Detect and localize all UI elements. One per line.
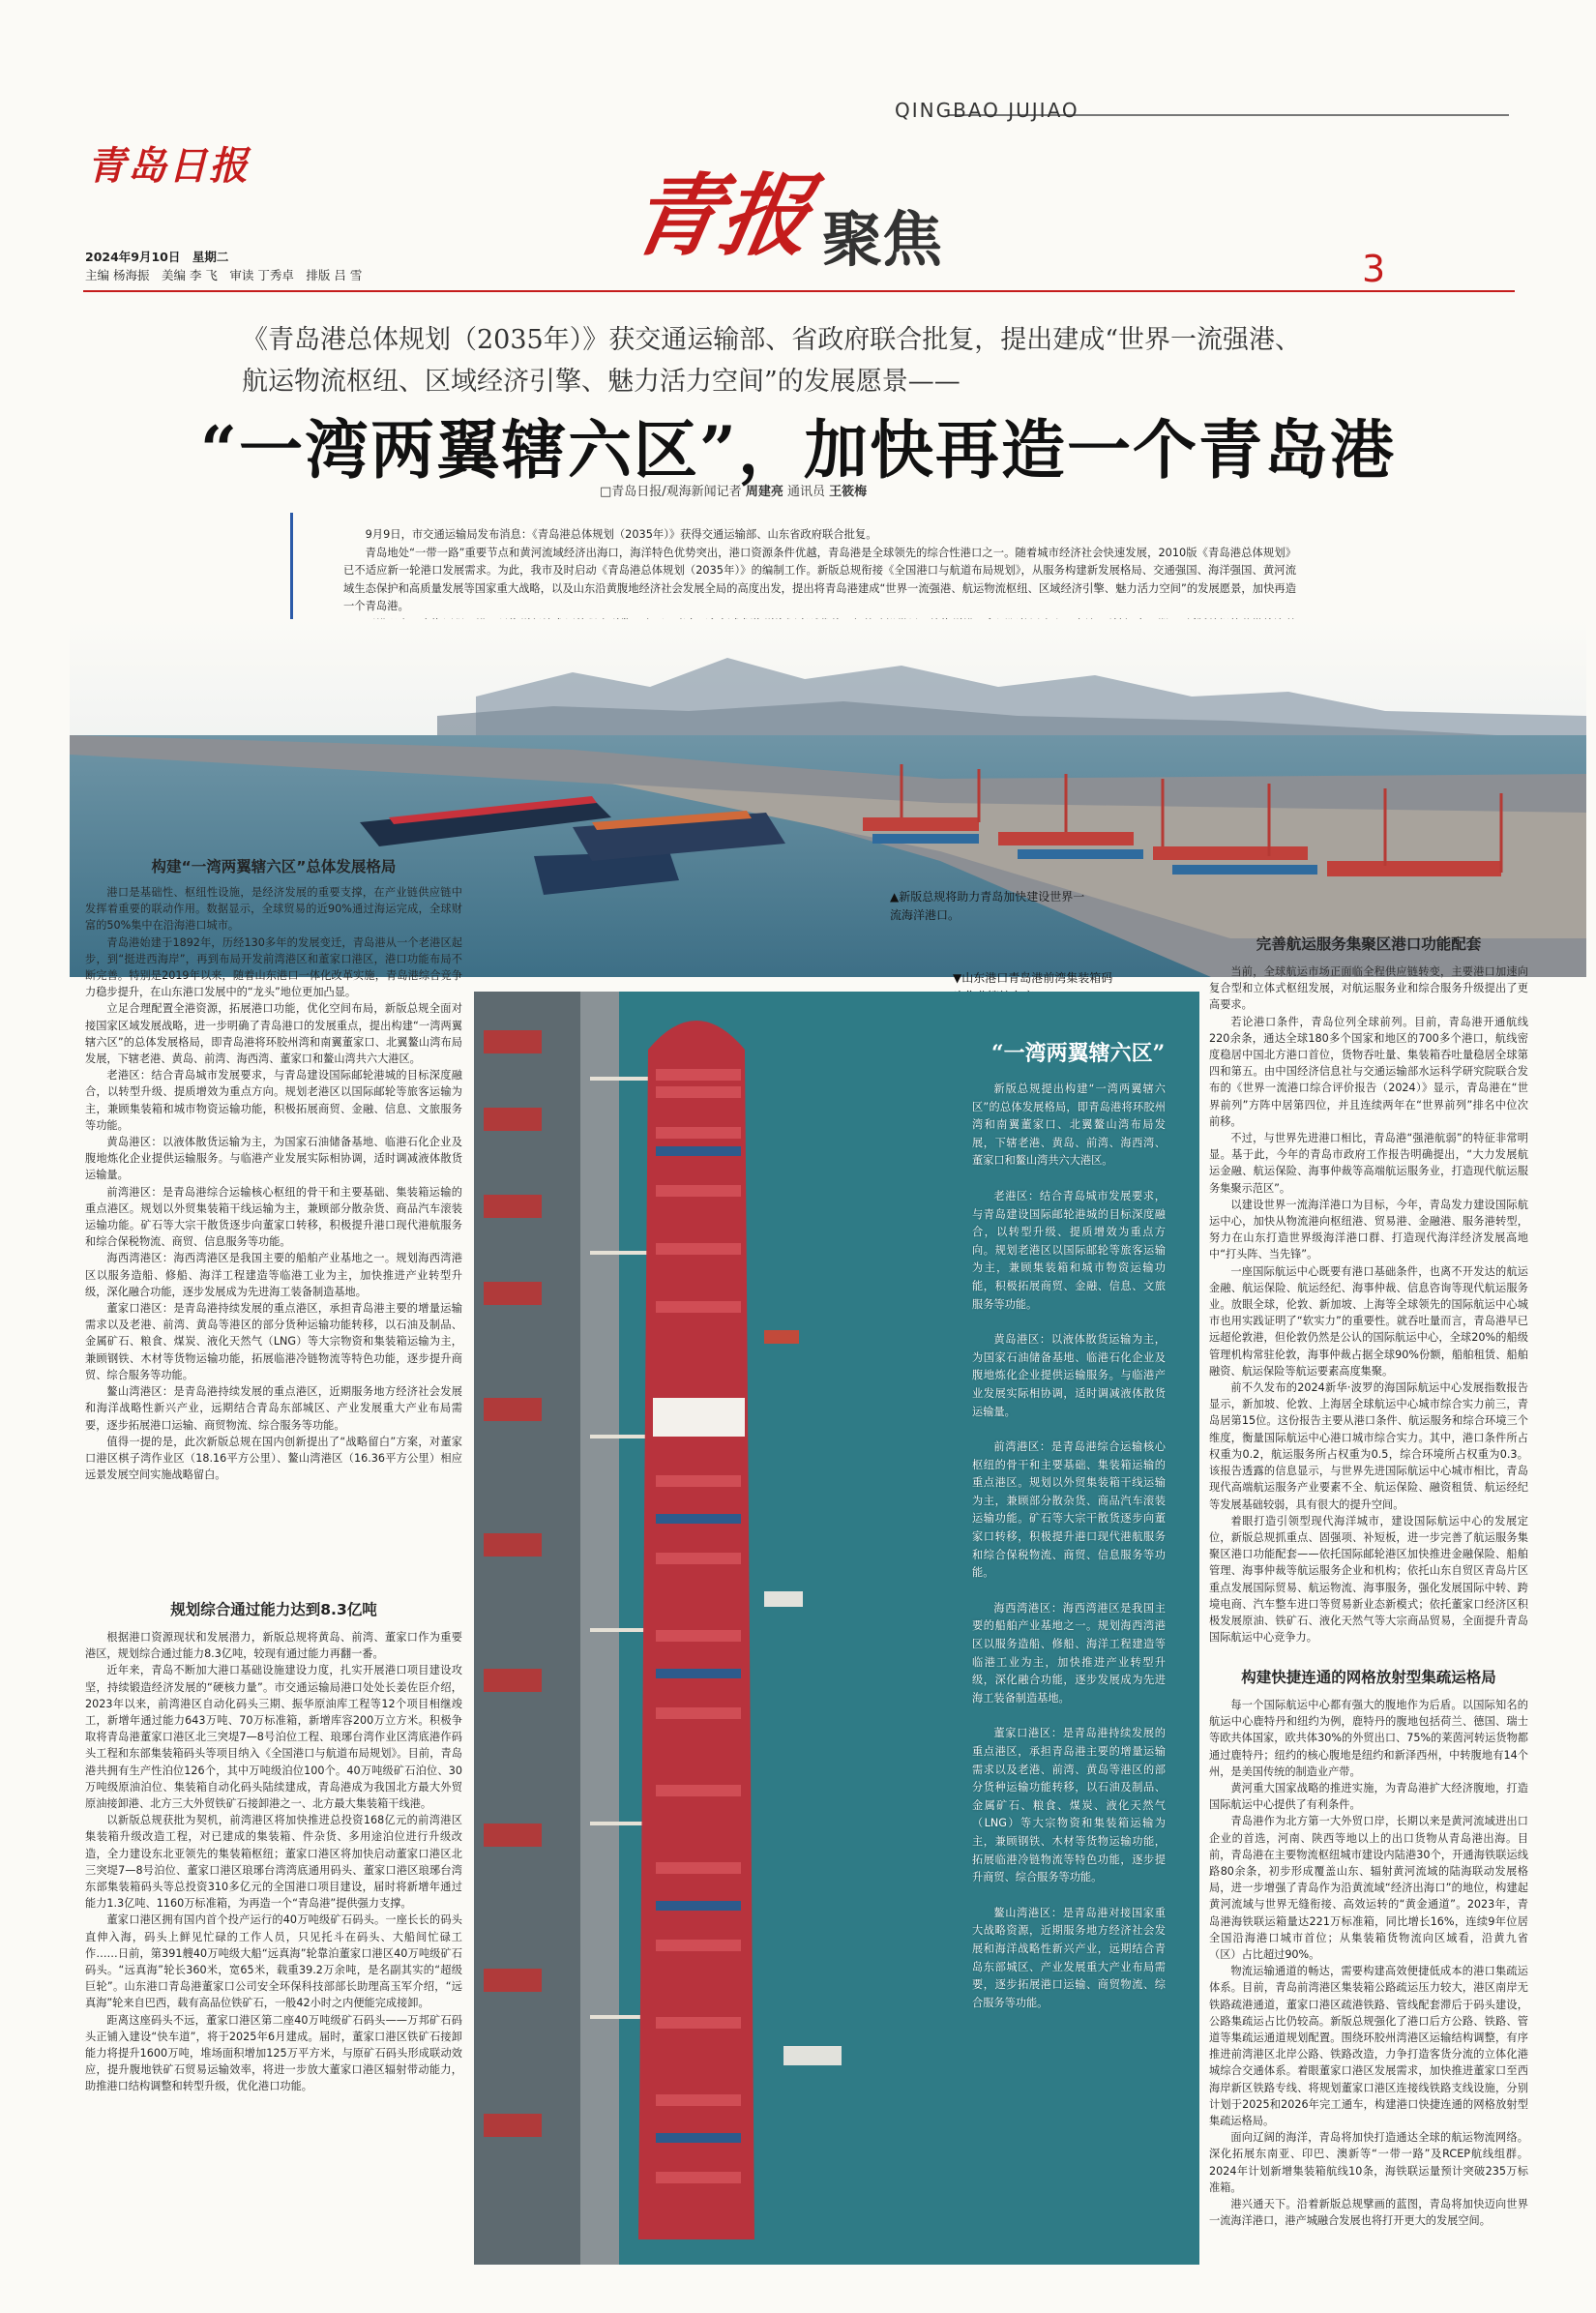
body-paragraph: 当前，全球航运市场正面临全程供应链转变，主要港口加速向复合型和立体式枢纽发展，对航运服务业和综合服务升级提出了更高要求。	[1209, 965, 1528, 1012]
abstract-paragraph: 9月9日，市交通运输局发布消息：《青岛港总体规划（2035年）》获得交通运输部、山东省政府联合批复。	[365, 528, 877, 541]
body-paragraph: 一座国际航运中心既要有港口基础条件，也离不开发达的航运金融、航运保险、航运经纪、海事仲裁、信息咨询等现代航运服务业。放眼全球，伦敦、新加坡、上海等全球领先的国际航运中心城市也用实践证明了“软实力”的重要性。就吞吐量而言，青岛港早已远超伦敦港，但伦敦仍然是公认的国际航运中心，全球20%的船级管理机构常驻伦敦，海事仲裁占据全球90%份额，船舶租赁、船舶融资、航运保险等航运要素高度集聚。	[1209, 1264, 1528, 1378]
paper-logo: 青岛日报	[87, 143, 250, 189]
masthead-red-rule	[83, 290, 1515, 292]
section-heading: 完善航运服务集聚区港口功能配套	[1256, 935, 1482, 953]
body-paragraph: 海西湾港区：海西湾港区是我国主要的船舶产业基地之一。规划海西湾港区以服务造船、修船、海洋工程建造等临港工业为主，加快推进产业转型升级，深化融合功能，逐步发展成为先进海工装备制造基地。	[85, 1252, 462, 1298]
section-heading: 构建快捷连通的网格放射型集疏运格局	[1241, 1669, 1496, 1686]
body-paragraph: 值得一提的是，此次新版总规在国内创新提出了“战略留白”方案，对董家口港区棋子湾作业区（18.16平方公里）、鳌山湾港区（16.36平方公里）相应远景发展空间实施战略留白。	[85, 1435, 462, 1482]
section-heading: 构建“一湾两翼辖六区”总体发展格局	[151, 858, 397, 875]
sidebar-title: “一湾两翼辖六区”	[991, 1041, 1166, 1066]
sidebar-paragraph: 前湾港区：是青岛港综合运输核心枢纽的骨干和主要基础、集装箱运输的重点港区。规划以外贸集装箱干线运输为主，兼顾部分散杂货、商品汽车滚装运输功能。矿石等大宗干散货逐步向董家口转移，积极提升港口现代港航服务和综合保税物流、商贸、信息服务等功能。	[972, 1440, 1166, 1580]
article-headline: “一湾两翼辖六区”，加快再造一个青岛港	[200, 412, 1396, 488]
byline-mid: 通讯员	[786, 485, 825, 499]
editor-credits: 主编 杨海振 美编 李 飞 审读 丁秀卓 排版 吕 雪	[85, 268, 363, 282]
section-heading: 规划综合通过能力达到8.3亿吨	[170, 1601, 377, 1618]
lead-line-2: 航运物流枢纽、区域经济引擎、魅力活力空间”的发展愿景——	[242, 367, 961, 397]
section-body	[1209, 1697, 1528, 2230]
byline-reporter: 周建亮	[745, 485, 783, 499]
byline-prefix: □青岛日报/观海新闻记者	[600, 485, 742, 499]
body-paragraph: 前不久发布的2024新华·波罗的海国际航运中心发展指数报告显示，新加坡、伦敦、上海居全球航运中心城市综合实力前三，青岛居第15位。这份报告主要从港口条件、航运服务和综合环境三个维度，衡量国际航运中心港口城市综合实力。其中，港口条件所占权重为0.2，航运服务所占权重为0.5，综合环境所占权重为0.3。该报告透露的信息显示，与世界先进国际航运中心城市相比，青岛现代高端航运服务产业要素不全、航运保险、融资租赁、航运经纪等发展基础较弱，具有很大的提升空间。	[1209, 1381, 1528, 1511]
section-body	[85, 1629, 462, 2095]
byline	[600, 481, 867, 499]
body-paragraph: 距离这座码头不远，董家口港区第二座40万吨级矿石码头——万邦矿石码头正铺入建设“快车道”，将于2025年6月建成。届时，董家口港区铁矿石接卸能力将提升1600万吨，堆场面积增加125万平方米，与原矿石码头形成联动效应，提升腹地铁矿石贸易运输效率，将进一步放大董家口港区辐射带动能力，助推港口结构调整和转型升级，优化港口功能。	[85, 2013, 462, 2093]
issue-date: 2024年9月10日 星期二	[85, 250, 229, 264]
body-paragraph: 董家口港区：是青岛港持续发展的重点港区，承担青岛港主要的增量运输需求以及老港、前湾、黄岛等港区的部分货种运输功能转移，以石油及制品、金属矿石、粮食、煤炭、液化天然气（LNG）等大宗物资和集装箱运输为主，兼顾钢铁、木材等货物运输功能，拓展临港冷链物流等特色功能，逐步提升商贸、综合服务等功能。	[85, 1302, 462, 1381]
section-body	[85, 884, 462, 1483]
body-paragraph: 老港区：结合青岛城市发展要求，与青岛建设国际邮轮港城的目标深度融合，以转型升级、提质增效为重点方向。规划老港区以国际邮轮等旅客运输为主，兼顾集装箱和城市物资运输功能，积极拓展商贸、金融、信息、文旅服务等功能。	[85, 1069, 462, 1132]
section-body	[1209, 964, 1528, 1646]
body-paragraph: 港兴通天下。沿着新版总规擘画的蓝图，青岛将加快迈向世界一流海洋港口，港产城融合发展也将打开更大的发展空间。	[1209, 2198, 1528, 2228]
byline-correspondent: 王筱梅	[829, 485, 868, 499]
sidebar-paragraph: 黄岛港区：以液体散货运输为主，为国家石油储备基地、临港石化企业及腹地炼化企业提供运输服务。与临港产业发展实际相协调，适时调减液体散货运输量。	[972, 1333, 1166, 1418]
body-paragraph: 立足合理配置全港资源，拓展港口功能，优化空间布局，新版总规全面对接国家区域发展战略，进一步明确了青岛港口的发展重点，提出构建“一湾两翼辖六区”的总体发展格局，即青岛港将环胶州湾和南翼董家口、北翼鳌山湾布局发展，下辖老港、黄岛、前湾、海西湾、董家口和鳌山湾共六大港区。	[85, 1002, 462, 1066]
brand-logo-calligraphy: 青报	[623, 163, 820, 268]
body-paragraph: 若论港口条件，青岛位列全球前列。目前，青岛港开通航线220余条，通达全球180多个国家和地区的700多个港口，航线密度稳居中国北方港口首位，货物吞吐量、集装箱吞吐量稳居全球第四和第五。由中国经济信息社与交通运输部水运科学研究院联合发布的《世界一流港口综合评价报告（2024）》显示，青岛港在“世界前列”方阵中居第四位，并且连续两年在“世界前列”排名中位次前移。	[1209, 1015, 1528, 1128]
body-paragraph: 前湾港区：是青岛港综合运输核心枢纽的骨干和主要基础、集装箱运输的重点港区。规划以外贸集装箱干线运输为主，兼顾部分散杂货、商品汽车滚装运输功能。矿石等大宗干散货逐步向董家口转移，积极提升港口现代港航服务和综合保税物流、商贸、信息服务等功能。	[85, 1185, 462, 1249]
body-paragraph: 以新版总规获批为契机，前湾港区将加快推进总投资168亿元的前湾港区集装箱升级改造工程，对已建成的集装箱、件杂货、多用途泊位进行升级改造，全力建设东北亚领先的集装箱枢纽；董家口港区将加快启动董家口港区北三突堤7—8号泊位、董家口港区琅琊台湾湾底通用码头、董家口港区琅琊台湾东部集装箱码头等总投资310多亿元的全国港口项目建设，届时将新增年通过能力1.3亿吨、1160万标准箱，为再造一个“青岛港”提供强力支撑。	[85, 1814, 462, 1911]
lead-line-1: 《青岛港总体规划（2035年）》获交通运输部、省政府联合批复，提出建成“世界一流强港、	[242, 325, 1302, 355]
body-paragraph: 董家口港区拥有国内首个投产运行的40万吨级矿石码头。一座长长的码头直伸入海，码头上鲜见忙碌的工作人员，只见托斗在码头、大船间忙碌工作……日前，第391艘40万吨级大船“远真海”轮靠泊董家口港区40万吨级矿石码头。“远真海”轮长360米，宽65米，载重39.2万余吨，是名副其实的“超级巨轮”。山东港口青岛港董家口公司安全环保科技部部长助理高玉军介绍，“远真海”轮来自巴西，载有高品位铁矿石，一般42小时之内便能完成接卸。	[85, 1913, 462, 2010]
page-number: 3	[1362, 248, 1386, 290]
sidebar-paragraph: 董家口港区：是青岛港持续发展的重点港区，承担青岛港主要的增量运输需求以及老港、前湾、黄岛等港区的部分货种运输功能转移，以石油及制品、金属矿石、粮食、煤炭、液化天然气（LNG）等大宗物资和集装箱运输为主，兼顾钢铁、木材等货物运输功能，拓展临港冷链物流等特色功能，逐步提升商贸、综合服务等功能。	[972, 1727, 1166, 1884]
body-paragraph: 根据港口资源现状和发展潜力，新版总规将黄岛、前湾、董家口作为重要港区，规划综合通过能力8.3亿吨，较现有通过能力再翻一番。	[85, 1631, 462, 1661]
body-paragraph: 黄岛港区：以液体散货运输为主，为国家石油储备基地、临港石化企业及腹地炼化企业提供运输服务。与临港产业发展实际相协调，适时调减液体散货运输量。	[85, 1136, 462, 1182]
body-paragraph: 面向辽阔的海洋，青岛将加快打造通达全球的航运物流网络。深化拓展东南亚、印巴、澳新等“一带一路”及RCEP航线组群。2024年计划新增集装箱航线10条，海铁联运量预计突破235万标准箱。	[1209, 2131, 1528, 2194]
body-paragraph: 不过，与世界先进港口相比，青岛港“强港航弱”的特征非常明显。基于此，今年的青岛市政府工作报告明确提出，“大力发展航运金融、航运保险、海事仲裁等高端航运服务业，打造现代航运服务集聚示范区”。	[1209, 1132, 1528, 1195]
section-title: 聚焦	[822, 204, 943, 275]
body-paragraph: 以建设世界一流海洋港口为目标，今年，青岛发力建设国际航运中心，加快从物流港向枢纽港、贸易港、金融港、服务港转型，努力在山东打造世界级海洋港口群、打造现代海洋经济发展高地中“打头阵、当先锋”。	[1209, 1198, 1528, 1261]
body-paragraph: 近年来，青岛不断加大港口基础设施建设力度，扎实开展港口项目建设攻坚，持续锻造经济发展的“硬核力量”。市交通运输局港口处处长姜佐臣介绍，2023年以来，前湾港区自动化码头三期、振华原油库工程等12个项目相继竣工，新增年通过能力643万吨、70万标准箱，新增库容200万立方米。积极争取将青岛港董家口港区北三突堤7—8号泊位工程、琅琊台湾作业区湾底港作码头工程和东部集装箱码头等项目纳入《全国港口与航道布局规划》。目前，青岛港共拥有生产性泊位126个，其中万吨级泊位100个。40万吨级矿石泊位、30万吨级原油泊位、集装箱自动化码头陆续建成，青岛港成为我国北方最大外贸原油接卸港、北方三大外贸铁矿石接卸港之一、北方最大集装箱干线港。	[85, 1664, 462, 1811]
body-paragraph: 着眼打造引领型现代海洋城市，建设国际航运中心的发展定位，新版总规抓重点、固强项、补短板，进一步完善了航运服务集聚区港口功能配套——依托国际邮轮港区加快推进金融保险、船舶管理、海事仲裁等航运服务企业和机构；依托山东自贸区青岛片区重点发展国际贸易、航运物流、海事服务，强化发展国际中转、跨境电商、汽车整车进口等贸易新业态新模式；依托董家口经济区积极发展原油、铁矿石、液化天然气等大宗商品贸易，全面提升青岛国际航运中心竞争力。	[1209, 1514, 1528, 1645]
body-paragraph: 青岛港始建于1892年，历经130多年的发展变迁，青岛港从一个老港区起步，到“挺进西海岸”，再到布局开发前湾港区和董家口港区，港口功能布局不断完善。特别是2019年以来，随着山东港口一体化改革实施，青岛港综合竞争力稳步提升，在山东港口发展中的“龙头”地位更加凸显。	[85, 935, 462, 999]
body-paragraph: 青岛港作为北方第一大外贸口岸，长期以来是黄河流域进出口企业的首选，河南、陕西等地以上的出口货物从青岛港出海。目前，青岛港在主要物流枢纽城市建设内陆港30个，开通海铁联运线路80余条，初步形成覆盖山东、辐射黄河流域的陆海联动发展格局，进一步增强了青岛作为沿黄流域“经济出海口”的地位，构建起黄河流域与世界无缝衔接、高效运转的“黄金通道”。2023年，青岛港海铁联运箱量达221万标准箱，同比增长16%，连续9年位居全国沿海港口城市首位；从集装箱货物流向区域看，沿黄九省（区）占比超过90%。	[1209, 1815, 1528, 1962]
sidebar-paragraph: 新版总规提出构建“一湾两翼辖六区”的总体发展格局，即青岛港将环胶州湾和南翼董家口、北翼鳌山湾布局发展，下辖老港、黄岛、前湾、海西湾、董家口和鳌山湾共六大港区。	[972, 1082, 1166, 1168]
photo-caption-aerial: ▼山东港口青岛港前湾集装箱码	[953, 971, 1113, 985]
article-lead	[242, 319, 1403, 402]
body-paragraph: 鳌山湾港区：是青岛港持续发展的重点港区，近期服务地方经济社会发展和海洋战略性新兴产业，远期结合青岛东部城区、产业发展重大产业布局需要，逐步拓展港口运输、商贸物流、综合服务等功能。	[85, 1385, 462, 1432]
body-paragraph: 物流运输通道的畅达，需要构建高效便捷低成本的港口集疏运体系。目前，青岛前湾港区集装箱公路疏运压力较大，港区南岸无铁路疏港通道，董家口港区疏港铁路、管线配套滞后于码头建设，公路集疏运占比仍较高。新版总规强化了港口后方公路、铁路、管道等集疏运通道规划配置。围绕环胶州湾港区运输结构调整，有序推进前湾港区北岸公路、铁路改造，力争打造客货分流的立体化港城综合交通体系。着眼董家口港区发展需求，加快推进董家口至西海岸新区铁路专线、将规划董家口港区连接线铁路支线设施，分别计划于2025和2026年完工通车，构建港口快捷连通的网格放射型集疏运格局。	[1209, 1965, 1528, 2128]
body-paragraph: 港口是基础性、枢纽性设施，是经济发展的重要支撑，在产业链供应链中发挥着重要的联动作用。数据显示，全球贸易的近90%通过海运完成，全球财富的50%集中在沿海港口城市。	[85, 886, 462, 933]
sidebar-paragraph: 老港区：结合青岛城市发展要求，与青岛建设国际邮轮港城的目标深度融合，以转型升级、提质增效为重点方向。规划老港区以国际邮轮等旅客运输为主，兼顾集装箱和城市物资运输功能，积极拓展商贸、金融、信息、文旅服务等功能。	[972, 1189, 1166, 1311]
issue-meta	[85, 248, 362, 284]
section-pinyin: QINGBAO JUJIAO	[895, 99, 1079, 122]
body-paragraph: 黄河重大国家战略的推进实施，为青岛港扩大经济腹地，打造国际航运中心提供了有利条件。	[1209, 1782, 1528, 1812]
body-paragraph: 每一个国际航运中心都有强大的腹地作为后盾。以国际知名的航运中心鹿特丹和纽约为例，鹿特丹的腹地包括荷兰、德国、瑞士等欧共体国家，欧共体30%的外贸出口、75%的莱茵河转运货物都通过鹿特丹；纽约的核心腹地是纽约和新泽西州，中转腹地有14个州，是美国传统的制造业产带。	[1209, 1699, 1528, 1778]
sidebar-paragraph: 海西湾港区：海西湾港区是我国主要的船舶产业基地之一。规划海西湾港区以服务造船、修船、海洋工程建造等临港工业为主，加快推进产业转型升级，深化融合功能，逐步发展成为先进海工装备制造基地。	[972, 1601, 1166, 1705]
sidebar-paragraph: 鳌山湾港区：是青岛港对接国家重大战略资源，近期服务地方经济社会发展和海洋战略性新兴产业，远期结合青岛东部城区、产业发展重大产业布局需要，逐步拓展港口运输、商贸物流、综合服务等功能。	[972, 1906, 1166, 2009]
sidebar-port-districts	[972, 1025, 1166, 2157]
abstract-paragraph: 青岛地处“一带一路”重要节点和黄河流域经济出海口，海洋特色优势突出，港口资源条件优越，青岛港是全球领先的综合性港口之一。随着城市经济社会快速发展，2010版《青岛港总体规划》已不适应新一轮港口发展需求。为此，我市及时启动《青岛港总体规划（2035年）》的编制工作。新版总规衔接《全国港口与航道布局规划》，从服务构建新发展格局、交通强国、海洋强国、黄河流域生态保护和高质量发展等国家重大战略，以及山东沿黄腹地经济社会发展全局的高度出发，提出将青岛港建成“世界一流强港、航运物流枢纽、区域经济引擎、魅力活力空间”的发展愿景，加快再造一个青岛港。	[343, 546, 1296, 612]
photo-caption-panorama: ▲新版总规将助力青岛加快建设世界一流海洋港口。	[890, 890, 1085, 922]
